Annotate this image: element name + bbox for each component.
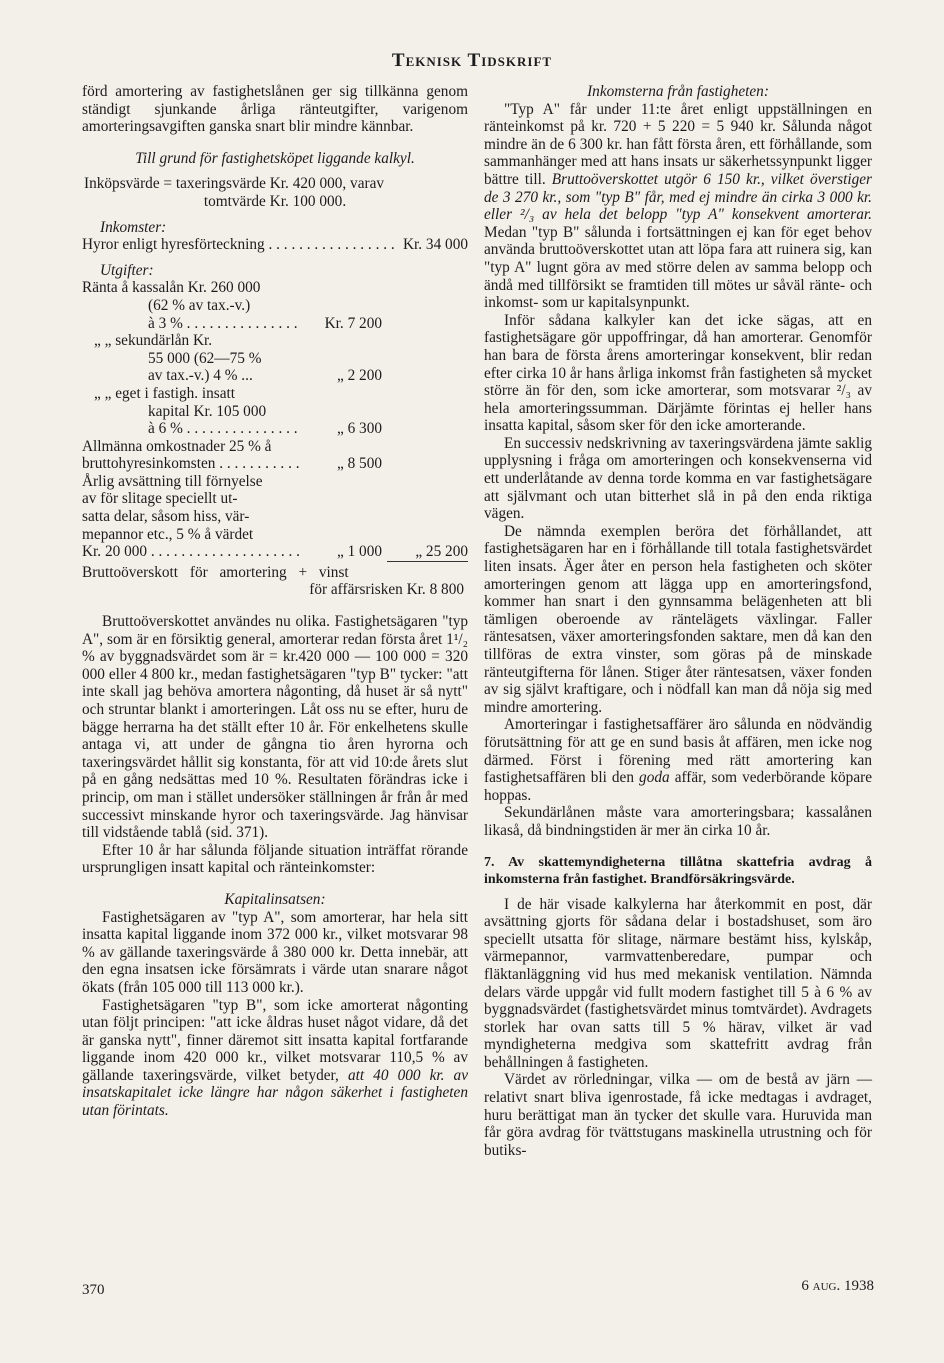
calc-heading: Till grund för fastighetsköpet liggande kalkyl. <box>135 149 415 167</box>
exp-reserve-line3: satta delar, såsom hiss, vär- <box>82 508 250 526</box>
paragraph-deductions: I de här visade kalkylerna har återkommit en post, där avsättning gjorts för sådana delar i bostadshuset, som äro speciellt utsatta för slitage, närmare bestämt hiss, kylskåp, värmepannor, varmvattenberedare, pumpar och fläktanläggning vid hus med mekanisk ventilation. Nämnda delars värde uppgår vid fullt modern fastighet till 5 à 6 % av byggnadsvärdet (fastighetsvärdet minus tomtvärdet). Avdragets storlek har ovan satts till 5 % härav, vilket är vad myndigheterna medgiva som skattefritt avdrag från behållningen å fastigheten. <box>484 895 872 1071</box>
income-label: Hyror enligt hyresförteckning . . . <box>82 236 395 254</box>
surplus-emphasis: Bruttoöverskottet utgör 6 150 kr., vilket överstiger de 3 270 kr., som "typ B" får, med ej mindre än cirka 3 000 kr. eller ²/₃ av hela det belopp "typ A" konsekvent amorterar. <box>484 170 873 224</box>
exp-reserve-amount: „ 1 000 <box>336 543 382 561</box>
exp-equity-label: „ „ eget i fastigh. insatt <box>94 384 236 402</box>
page-number: 370 <box>82 1282 105 1298</box>
paragraph-amortization: Amorteringar i fastighetsaffärer äro sålunda en nödvändig förutsättning för att ge en sund basis åt affären, men icke nog därmed. Först i förening med rätt amortering kan fastighetsaffären bli den goda affär, som vederbörande köpare hoppas. <box>484 716 872 804</box>
income-amount: Kr. 34 000 <box>402 236 468 254</box>
lot-value-line: tomtvärde Kr. 100 000. <box>203 192 347 210</box>
exp-reserve-value: Kr. 20 000 . . . <box>82 543 302 561</box>
capital-heading: Kapitalinsatsen: <box>224 890 326 908</box>
exp-equity-capital: kapital Kr. 105 000 <box>148 402 267 420</box>
paragraph-no-sacrifice: Inför sådana kalkyler kan det icke sägas, att en fastighetsägare gör uppoffringar, då han amorterar. Genomför han bara de första årens amorteringar konsekvent, blir redan efter cirka 10 år hans årliga inkomst från fastigheten så mycket större än för den, som icke amorterar, som motsvarar ²/₃ av hela amorteringssumman. Därjämte förintas ej heller hans insatta kapital, såsom sker för den icke amorterande. <box>484 311 872 435</box>
surplus-line-2: för affärsrisken Kr. 8 800 <box>309 581 464 599</box>
exp-secondary-amount: „ 2 200 <box>336 367 382 385</box>
exp-reserve-line4: mepannor etc., 5 % å värdet <box>82 525 254 543</box>
paragraph-type-b-capital: Fastighetsägaren "typ B", som icke amorterat någonting utan följt principen: "att icke åldras huset något vidare, då det är ganska nytt", finner däremot sitt insatta kapital fortfarande liggande inom 420 000 kr., vilket motsvarar 110,5 % av gällande taxeringsvärde, vilket betyder, att 40 000 kr. av insatskapitalet icke längre har någon säkerhet i fastigheten utan förintats. <box>82 996 468 1120</box>
exp-interest-label: Ränta å kassalån Kr. 260 000 <box>82 279 261 297</box>
masthead: Teknisk Tidskrift <box>391 50 553 71</box>
exp-equity-amount: „ 6 300 <box>336 420 382 438</box>
exp-interest-amount: Kr. 7 200 <box>324 314 382 332</box>
right-column <box>484 83 872 1159</box>
intro-paragraph: förd amortering av fastighetslånen ger sig tillkänna genom ständigt sjunkande årliga ränteutgifter, varigenom amorteringsavgiften ganska snart blir mindre kännbar. <box>82 83 468 136</box>
paragraph-pipes: Värdet av rörledningar, vilka — om de bestå av järn — relativt snart bliva igenrostade, få icke medtagas i avdraget, huru berättigat man än tycker det skulle vara. Huruvida man får göra avdrag för tvättstugans maskinella utrustning och för butiks- <box>484 1071 872 1159</box>
surplus-line-1: Bruttoöverskott för amortering + vinst <box>82 563 349 581</box>
expenses-heading: Utgifter: <box>100 261 154 279</box>
income-heading: Inkomster: <box>100 218 167 236</box>
paragraph-writedown: En successiv nedskrivning av taxeringsvärdena jämte saklig upplysning i fråga om amorteringen och konsekvenserna vid ett underlåtande av denna torde komma en var fastighetsägare att självmant och utan bitterhet slå in på den enda riktiga vägen. <box>484 434 872 523</box>
paragraph-type-a-income: "Typ A" får under 11:te året enligt uppställningen en ränteinkomst på kr. 720 + 5 220 = 5 940 kr. Sålunda något mindre än de 6 300 kr. han fått första åren, ett förhållande, som sammanhänger med att hans insats ur säkerhetssynpunkt ligger bättre till. Bruttoöverskottet utgör 6 150 kr., vilket överstiger de 3 270 kr., som "typ B" får, med ej mindre än cirka 3 000 kr. eller ²/₃ av hela det belopp "typ A" konsekvent amorterar. Medan "typ B" sålunda i fortsättningen ej kan för eget behov använda bruttoöverskottet utan att löpa fara att ruinera sig, kan "typ A" lugnt göra av med större delen av samma belopp och ändå med tillförsikt se framtiden till mötes ur såväl ränte- och inkomst- som ur kapitalsynpunkt. <box>484 100 873 312</box>
exp-general-basis: bruttohyresinkomsten . . . <box>82 455 302 473</box>
issue-date: 6 aug. 1938 <box>801 1278 874 1294</box>
paragraph-secondary-loans: Sekundärlånen måste vara amorteringsbara; kassalånen likaså, då bindningstiden är mer än cirka 10 år. <box>484 804 872 839</box>
surplus-row <box>82 564 468 582</box>
right-income-heading: Inkomsterna från fastigheten: <box>587 83 769 100</box>
exp-reserve-label: Årlig avsättning till förnyelse <box>82 472 263 490</box>
exp-total-amount: „ 25 200 <box>415 543 468 561</box>
expenses-table <box>82 279 468 561</box>
section-7-heading: 7. Av skattemyndigheterna tillåtna skattefria avdrag å inkomsterna från fastighet. Brandförsäkringsvärde. <box>484 854 872 887</box>
paragraph-examples: De nämnda exemplen beröra det förhållandet, att fastighetsägaren har en i förhållande till totala fastighetsvärdet liten insats. Äger åter en person hela fastigheten och sköter amorteringen genom att lägga upp en amorteringsfond, kommer han snart i den gynnsamma belägenheten att bli tämligen oberoende av räntelägets växlingar. Faller räntesatsen, växer amorteringsfonden saktare, men då kan den tillföras de extra vinster, som göras på de minskade ränteutgifterna för lånen. Stiger åter räntesatsen, växer fonden av sig självt kraftigare, och i nödfall kan man då nöja sig med mindre amortering. <box>484 522 872 716</box>
exp-interest-share: (62 % av tax.-v.) <box>148 296 251 314</box>
exp-secondary-label: „ „ sekundärlån Kr. <box>94 332 213 350</box>
exp-general-label: Allmänna omkostnader 25 % å <box>82 437 272 455</box>
left-column <box>82 83 468 1120</box>
exp-reserve-line2: av för slitage speciellt ut- <box>82 490 238 508</box>
sum-rule <box>387 561 468 562</box>
exp-secondary-rate: av tax.-v.) 4 % ... <box>148 367 253 385</box>
exp-equity-rate: à 6 % . . . <box>82 420 302 438</box>
exp-general-amount: „ 8 500 <box>336 455 382 473</box>
paragraph-after-ten-years: Efter 10 år har sålunda följande situation inträffat rörande ursprungligen insatt kapital och ränteinkomster: <box>82 841 468 877</box>
income-row <box>82 236 468 254</box>
purchase-line: Inköpsvärde = taxeringsvärde Kr. 420 000, varav <box>84 175 385 193</box>
exp-secondary-amount-line: 55 000 (62—75 % <box>148 349 262 367</box>
type-b-conclusion: att 40 000 kr. av insatskapitalet icke längre har någon säkerhet i fastigheten utan förintats. <box>82 1066 468 1120</box>
exp-interest-rate: à 3 % . . . <box>82 315 302 333</box>
paragraph-usage: Bruttoöverskottet användes nu olika. Fastighetsägaren "typ A", som är en försiktig general, amorterar redan första året 1¹/₂ % av byggnadsvärdet som är = kr.420 000 — 100 000 = 320 000 eller 4 800 kr., medan fastighetsägaren "typ B" tycker: "att inte skall jag behöva amortera någonting, då huset är så nytt" och struntar blankt i amorteringen. Låt oss nu se efter, huru de bägge herrarna ha det ställt efter 10 år. För enkelhetens skulle antaga vi, att under de gångna tio åren hyrorna och taxeringsvärdet hållit sig konstanta, för att vid 10:de årets slut på en gång nedsättas med 10 %. Resultaten förändras icke i princip, om man i stället undersöker ställningen år från år med successivt minskande hyror och taxeringsvärde. Jag hänvisar till vidstående tablå (sid. 371). <box>82 613 468 842</box>
paragraph-type-a-capital: Fastighetsägaren av "typ A", som amorterar, har hela sitt insatta kapital liggande inom 372 000 kr., vilket motsvarar 98 % av gällande taxeringsvärde å 380 000 kr. Detta innebär, att den egna insatsen icke försämrats i värde utan snarare något ökats (från 105 000 till 113 000 kr.). <box>82 908 468 996</box>
